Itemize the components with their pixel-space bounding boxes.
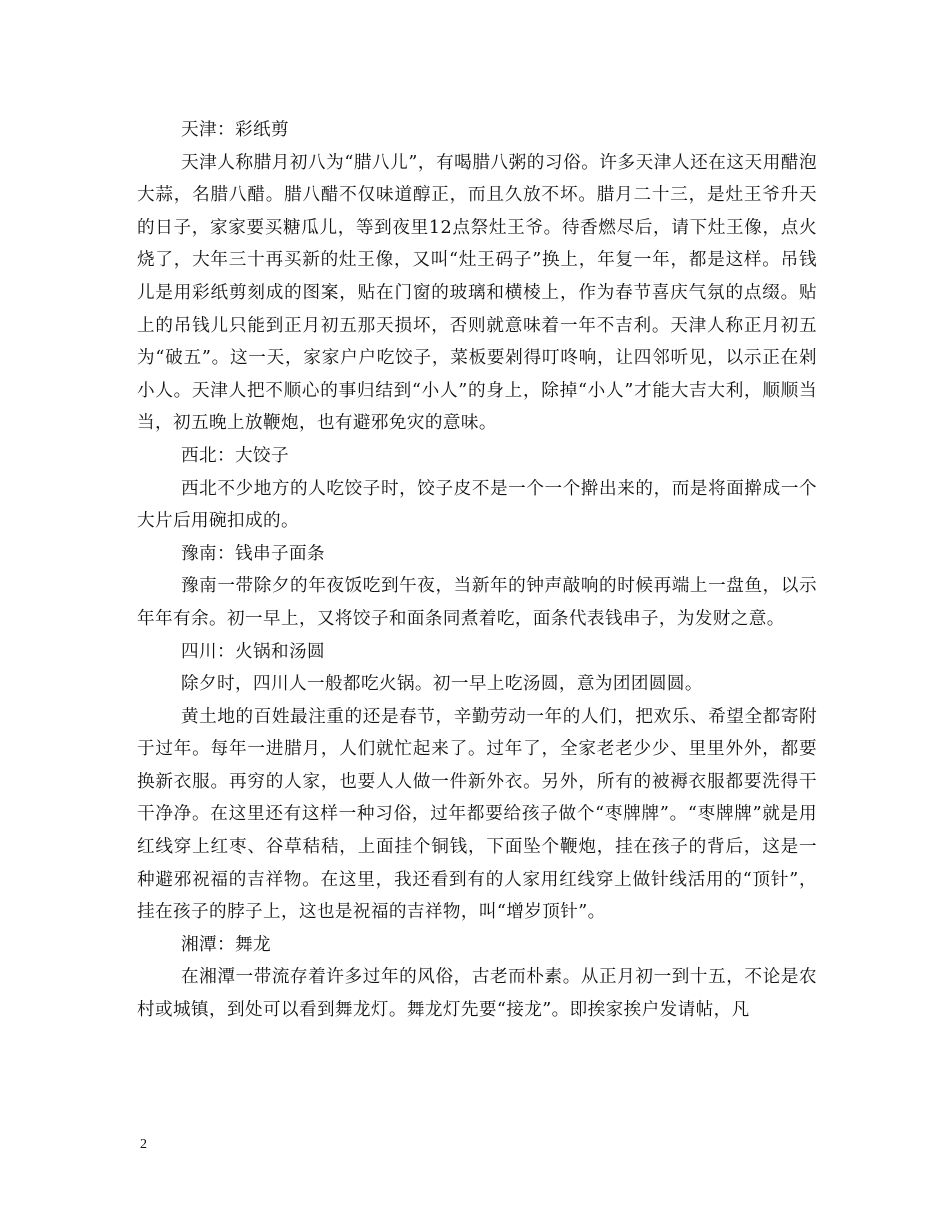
page-number: 2 xyxy=(140,1137,147,1152)
paragraph-tianjin: 天津人称腊月初八为“腊八儿”，有喝腊八粥的习俗。许多天津人还在这天用醋泡大蒜，名腊八醋。腊八醋不仅味道醇正，而且久放不坏。腊月二十三，是灶王爷升天的日子，家家要买糖瓜儿，等到夜里12点祭灶王爷。待香燃尽后，请下灶王像，点火烧了，大年三十再买新的灶王像，又叫“灶王码子”换上，年复一年，都是这样。吊钱儿是用彩纸剪刻成的图案，贴在门窗的玻璃和横棱上，作为春节喜庆气氛的点缀。贴上的吊钱儿只能到正月初五那天损坏，否则就意味着一年不吉利。天津人称正月初五为“破五”。这一天，家家户户吃饺子，菜板要剁得叮咚响，让四邻听见，以示正在剁小人。天津人把不顺心的事归结到“小人”的身上，除掉“小人”才能大吉大利，顺顺当当，初五晚上放鞭炮，也有避邪免灾的意味。 xyxy=(137,152,817,434)
heading-xibei: 西北：大饺子 xyxy=(181,445,289,466)
paragraph-xiangtan: 在湘潭一带流存着许多过年的风俗，古老而朴素。从正月初一到十五，不论是农村或城镇，到处可以看到舞龙灯。舞龙灯先要“接龙”。即挨家挨户发请帖，凡 xyxy=(137,967,817,1021)
paragraph-sichuan: 除夕时，四川人一般都吃火锅。初一早上吃汤圆，意为团团圆圆。 xyxy=(181,674,703,695)
paragraph-huangtudi: 黄土地的百姓最注重的还是春节，辛勤劳动一年的人们，把欢乐、希望全都寄附于过年。每年一进腊月，人们就忙起来了。过年了，全家老老少少、里里外外，都要换新衣服。再穷的人家，也要人人做一件新外衣。另外，所有的被褥衣服都要洗得干干净净。在这里还有这样一种习俗，过年都要给孩子做个“枣牌牌”。“枣牌牌”就是用红线穿上红枣、谷草秸秸，上面挂个铜钱，下面坠个鞭炮，挂在孩子的背后，这是一种避邪祝福的吉祥物。在这里，我还看到有的人家用红线穿上做针线活用的“顶针”，挂在孩子的脖子上，这也是祝福的吉祥物，叫“增岁顶针”。 xyxy=(137,706,817,923)
heading-sichuan: 四川：火锅和汤圆 xyxy=(181,641,325,662)
paragraph-xibei: 西北不少地方的人吃饺子时，饺子皮不是一个一个擀出来的，而是将面擀成一个大片后用碗扣成的。 xyxy=(137,478,817,532)
paragraph-yunan: 豫南一带除夕的年夜饭吃到午夜，当新年的钟声敲响的时候再端上一盘鱼，以示年年有余。初一早上，又将饺子和面条同煮着吃，面条代表钱串子，为发财之意。 xyxy=(137,576,817,629)
page-body xyxy=(137,114,817,1027)
heading-xiangtan: 湘潭：舞龙 xyxy=(181,934,271,955)
heading-tianjin: 天津：彩纸剪 xyxy=(181,120,289,140)
heading-yunan: 豫南：钱串子面条 xyxy=(181,543,325,564)
